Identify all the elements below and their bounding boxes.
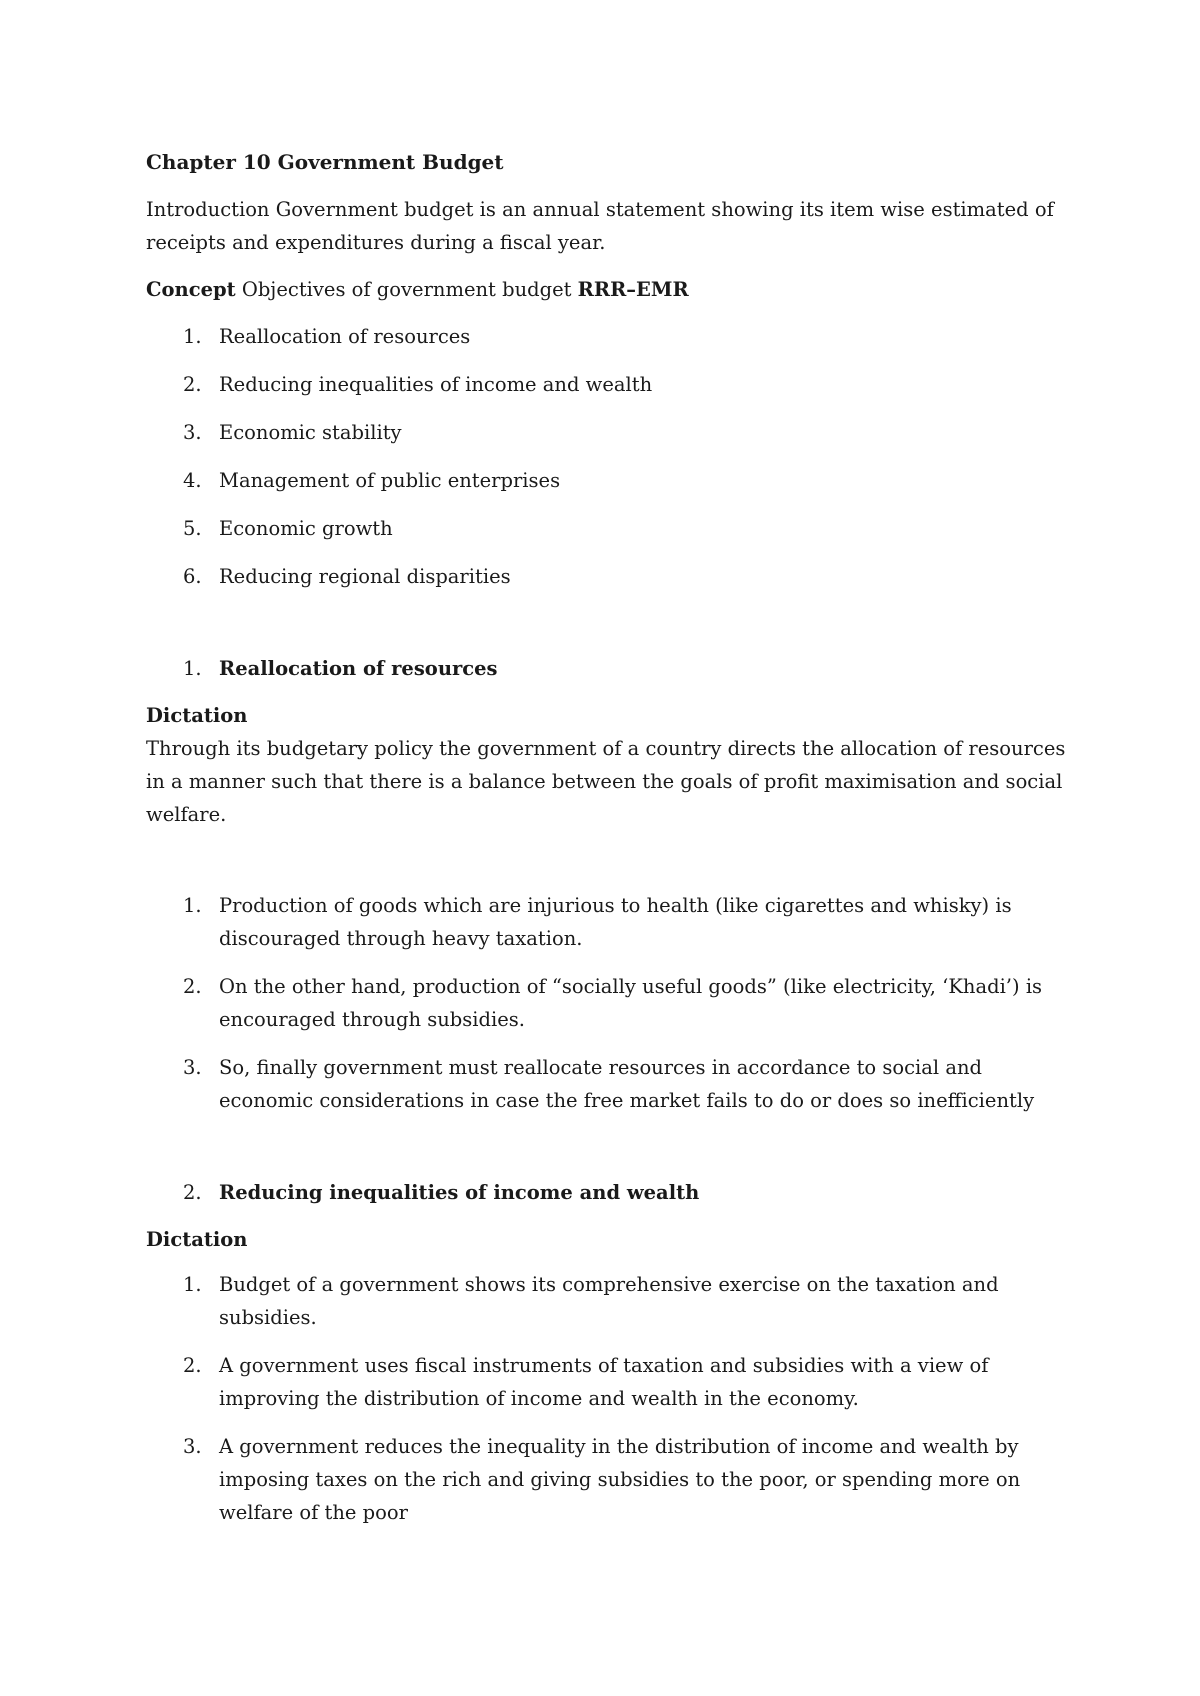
introduction-paragraph: Introduction Government budget is an annual statement showing its item wise estimated of receipts and expenditures during a fiscal year. — [146, 198, 1054, 254]
list-item — [146, 560, 1076, 593]
inequalities-points-list — [146, 1268, 1076, 1529]
list-item-text: Management of public enterprises — [219, 469, 561, 492]
list-item — [146, 416, 1076, 449]
list-number: 3. — [183, 421, 202, 444]
section-number: 2. — [183, 1181, 202, 1204]
list-number: 4. — [183, 469, 202, 492]
dictation-label: Dictation — [146, 704, 248, 727]
list-item-text: So, finally government must reallocate resources in accordance to social and economic considerations in case the free market fails to do or does so inefficiently — [219, 1056, 1035, 1112]
list-item — [146, 970, 1076, 1036]
section-heading-inequalities — [146, 1176, 1076, 1209]
list-item-text: Reducing inequalities of income and wealth — [219, 373, 653, 396]
spacer — [146, 845, 1076, 889]
list-number: 2. — [183, 373, 202, 396]
list-item-text: Production of goods which are injurious to health (like cigarettes and whisky) is discouraged through heavy taxation. — [219, 894, 1012, 950]
list-item — [146, 1349, 1076, 1415]
section-heading-reallocation — [146, 652, 1076, 685]
list-item — [146, 512, 1076, 545]
section-number: 1. — [183, 657, 202, 680]
list-number: 1. — [183, 894, 202, 917]
list-number: 1. — [183, 1273, 202, 1296]
list-item-text: A government uses fiscal instruments of taxation and subsidies with a view of improving the distribution of income and wealth in the economy. — [219, 1354, 989, 1410]
list-number: 3. — [183, 1056, 202, 1079]
list-number: 1. — [183, 325, 202, 348]
list-item — [146, 320, 1076, 353]
section-heading-text: Reducing inequalities of income and wealth — [219, 1181, 700, 1204]
list-item — [146, 1268, 1076, 1334]
list-number: 6. — [183, 565, 202, 588]
list-item — [146, 464, 1076, 497]
document-page — [146, 146, 1076, 1544]
list-item — [146, 889, 1076, 955]
concept-label: Concept — [146, 278, 236, 301]
dictation-paragraph: Through its budgetary policy the government of a country directs the allocation of resources in a manner such that there is a balance between the goals of profit maximisation and social welfare. — [146, 737, 1066, 826]
reallocation-points-list — [146, 889, 1076, 1117]
list-item-text: Budget of a government shows its comprehensive exercise on the taxation and subsidies. — [219, 1273, 999, 1329]
objectives-list — [146, 320, 1076, 593]
list-item-text: Economic growth — [219, 517, 393, 540]
list-number: 5. — [183, 517, 202, 540]
concept-acronym: RRR–EMR — [577, 278, 689, 301]
list-item — [146, 1051, 1076, 1117]
list-item-text: On the other hand, production of “socially useful goods” (like electricity, ‘Khadi’) is encouraged through subsidies. — [219, 975, 1043, 1031]
list-item-text: Reallocation of resources — [219, 325, 471, 348]
list-number: 3. — [183, 1435, 202, 1458]
section-heading-text: Reallocation of resources — [219, 657, 498, 680]
list-item-text: A government reduces the inequality in the distribution of income and wealth by imposing taxes on the rich and giving subsidies to the poor, or spending more on welfare of the poor — [219, 1435, 1021, 1524]
spacer — [146, 608, 1076, 652]
list-item-text: Economic stability — [219, 421, 402, 444]
dictation-label: Dictation — [146, 1228, 248, 1251]
spacer — [146, 1132, 1076, 1176]
list-item-text: Reducing regional disparities — [219, 565, 511, 588]
chapter-title: Chapter 10 Government Budget — [146, 150, 504, 174]
concept-text: Objectives of government budget — [235, 278, 578, 301]
concept-line — [146, 273, 1076, 306]
list-number: 2. — [183, 1354, 202, 1377]
list-item — [146, 368, 1076, 401]
list-item — [146, 1430, 1076, 1529]
list-number: 2. — [183, 975, 202, 998]
